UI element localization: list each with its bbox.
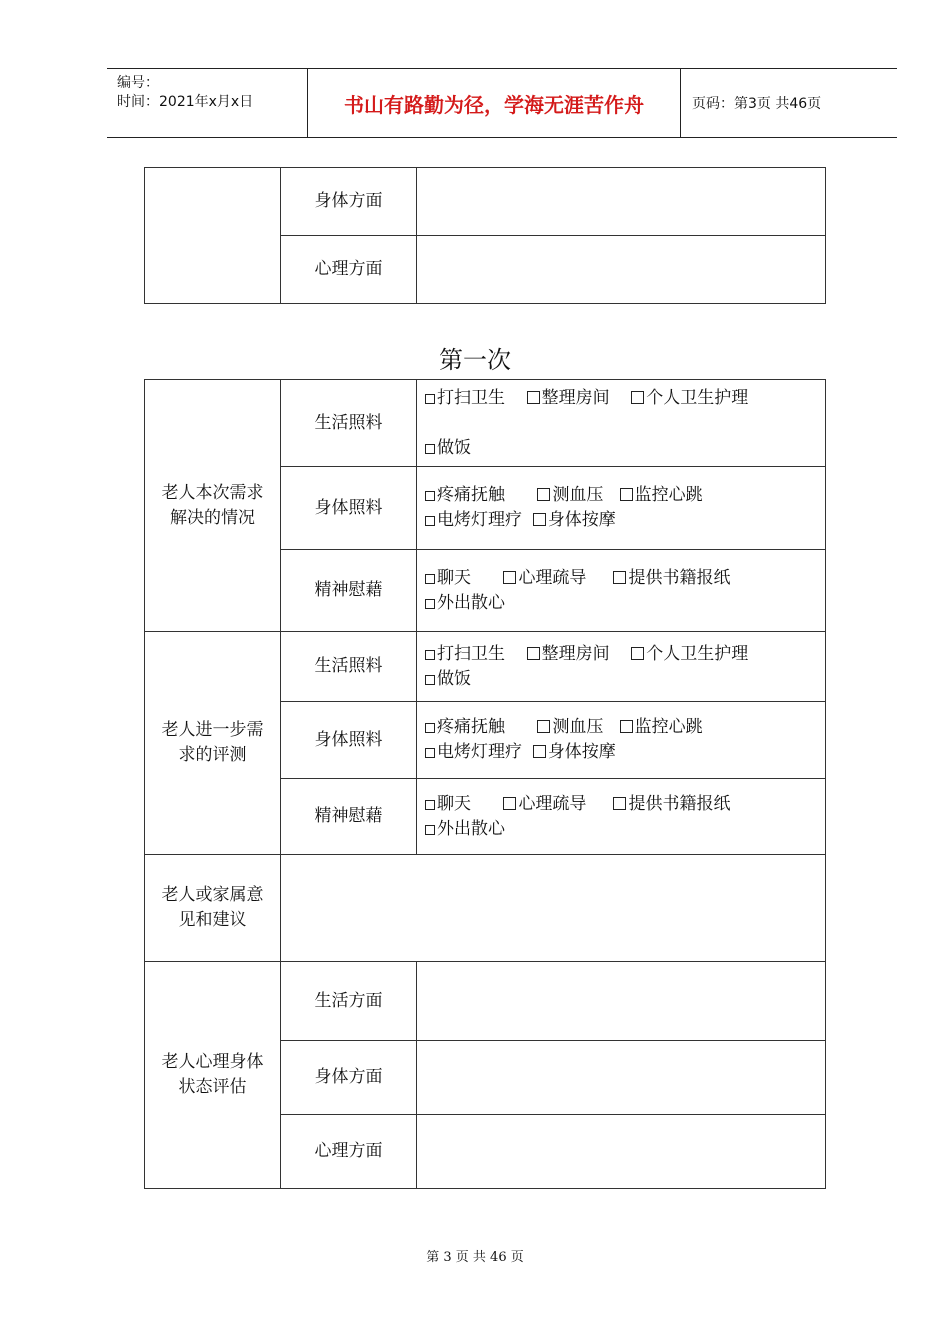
option-label: 心理疏导	[518, 793, 587, 814]
option-label: 测血压	[552, 485, 604, 505]
checkbox-icon[interactable]	[425, 599, 435, 609]
group-label-assessment: 老人心理身体状态评估	[145, 962, 281, 1189]
time-label: 时间：2021年x月x日	[117, 94, 254, 110]
section-title: 第一次	[439, 346, 511, 374]
checkbox-icon[interactable]	[425, 723, 435, 733]
header-motto: 书山有路勤为径，学海无涯苦作舟	[307, 69, 681, 137]
serial-label: 编号：	[117, 75, 159, 91]
option-label: 整理房间	[541, 387, 610, 408]
input-cell[interactable]	[417, 1041, 826, 1115]
checkbox-icon[interactable]	[425, 748, 435, 758]
option-label: 监控心跳	[634, 485, 703, 505]
options-cell	[417, 779, 826, 855]
row-label: 身体照料	[281, 467, 417, 550]
option-line	[425, 566, 825, 591]
option-label: 监控心跳	[634, 717, 703, 737]
checkbox-icon[interactable]	[620, 488, 633, 501]
input-cell[interactable]	[417, 168, 826, 236]
option-label: 身体按摩	[547, 742, 616, 762]
option-line	[425, 740, 825, 765]
option-label: 测血压	[552, 717, 604, 737]
continued-group-cell	[145, 168, 281, 304]
row-label: 生活方面	[281, 962, 417, 1041]
checkbox-icon[interactable]	[631, 391, 644, 404]
option-line	[425, 792, 825, 817]
options-cell	[417, 380, 826, 467]
input-cell[interactable]	[417, 236, 826, 304]
options-cell	[417, 467, 826, 550]
row-label: 精神慰藉	[281, 550, 417, 632]
row-label: 精神慰藉	[281, 779, 417, 855]
option-label: 提供书籍报纸	[628, 793, 731, 814]
checkbox-icon[interactable]	[631, 647, 644, 660]
checkbox-icon[interactable]	[527, 647, 540, 660]
visit-record-table	[144, 379, 826, 1189]
option-line	[425, 591, 825, 616]
option-label: 做饭	[437, 668, 471, 689]
option-label: 外出散心	[437, 592, 505, 613]
row-label: 心理方面	[281, 1115, 417, 1189]
checkbox-icon[interactable]	[425, 574, 435, 584]
option-label: 疼痛抚触	[437, 717, 505, 737]
option-label: 个人卫生护理	[646, 643, 749, 664]
option-label: 做饭	[437, 437, 471, 458]
checkbox-icon[interactable]	[425, 650, 435, 660]
checkbox-icon[interactable]	[425, 825, 435, 835]
row-label: 生活照料	[281, 380, 417, 467]
checkbox-icon[interactable]	[537, 720, 550, 733]
option-label: 外出散心	[437, 818, 505, 839]
option-label: 打扫卫生	[437, 387, 505, 408]
checkbox-icon[interactable]	[613, 571, 626, 584]
row-label: 身体方面	[281, 1041, 417, 1115]
header-page-info: 页码：第3页 共46页	[692, 96, 822, 112]
page-footer: 第 3 页 共 46 页	[426, 1250, 524, 1265]
option-line	[425, 483, 825, 508]
option-label: 心理疏导	[518, 567, 587, 588]
option-label: 打扫卫生	[437, 643, 505, 664]
row-label: 身体方面	[281, 168, 417, 236]
checkbox-icon[interactable]	[620, 720, 633, 733]
group-label-opinions: 老人或家属意见和建议	[145, 855, 281, 962]
continued-table	[144, 167, 826, 304]
checkbox-icon[interactable]	[425, 491, 435, 501]
page-header	[107, 68, 897, 138]
checkbox-icon[interactable]	[425, 516, 435, 526]
header-meta	[107, 69, 307, 137]
option-line	[425, 642, 825, 667]
checkbox-icon[interactable]	[425, 675, 435, 685]
option-label: 整理房间	[541, 643, 610, 664]
group-label-current: 老人本次需求解决的情况	[145, 380, 281, 632]
group-label-further: 老人进一步需求的评测	[145, 632, 281, 855]
option-label: 聊天	[437, 567, 471, 588]
row-label: 生活照料	[281, 632, 417, 702]
input-cell[interactable]	[417, 962, 826, 1041]
options-cell	[417, 550, 826, 632]
option-label: 身体按摩	[547, 510, 616, 530]
row-label: 身体照料	[281, 702, 417, 779]
option-line	[425, 667, 825, 692]
checkbox-icon[interactable]	[533, 745, 546, 758]
checkbox-icon[interactable]	[537, 488, 550, 501]
option-label: 电烤灯理疗	[437, 742, 522, 762]
checkbox-icon[interactable]	[425, 800, 435, 810]
options-cell	[417, 702, 826, 779]
input-cell[interactable]	[417, 1115, 826, 1189]
row-label: 心理方面	[281, 236, 417, 304]
option-line	[425, 715, 825, 740]
checkbox-icon[interactable]	[533, 513, 546, 526]
options-cell	[417, 632, 826, 702]
option-label: 电烤灯理疗	[437, 510, 522, 530]
option-line	[425, 508, 825, 533]
option-label: 疼痛抚触	[437, 485, 505, 505]
option-label: 聊天	[437, 793, 471, 814]
opinions-input-cell[interactable]	[281, 855, 826, 962]
checkbox-icon[interactable]	[503, 571, 516, 584]
checkbox-icon[interactable]	[503, 797, 516, 810]
checkbox-icon[interactable]	[425, 394, 435, 404]
option-line	[425, 817, 825, 842]
checkbox-icon[interactable]	[527, 391, 540, 404]
option-label: 提供书籍报纸	[628, 567, 731, 588]
option-line	[425, 436, 825, 461]
checkbox-icon[interactable]	[425, 444, 435, 454]
option-line	[425, 386, 825, 411]
checkbox-icon[interactable]	[613, 797, 626, 810]
option-label: 个人卫生护理	[646, 387, 749, 408]
